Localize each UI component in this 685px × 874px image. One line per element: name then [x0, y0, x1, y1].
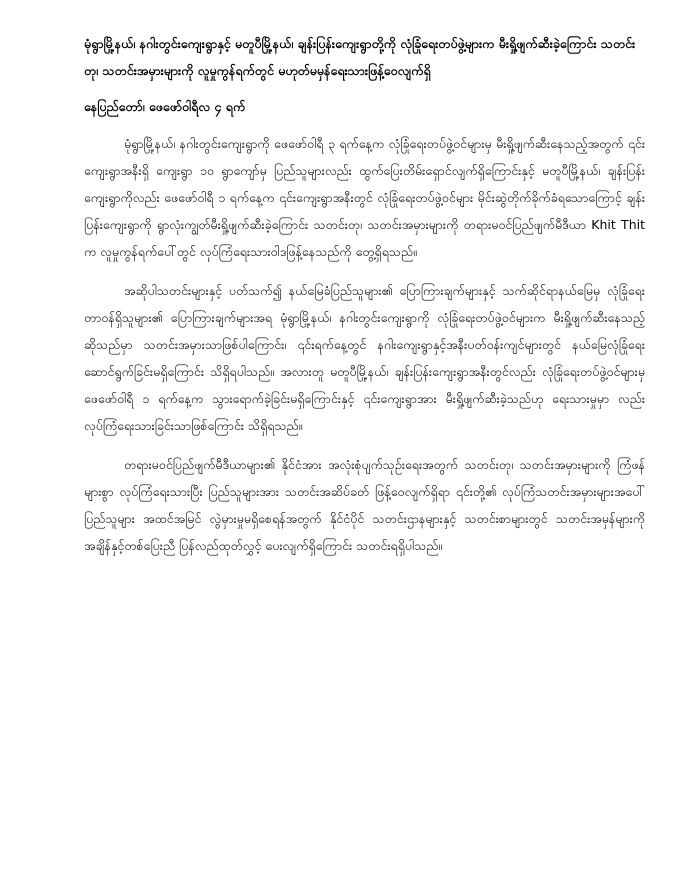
article-paragraph-3: တရားမဝင်ပြည်ဖျက်မီဒီယာများ၏ နိုင်ငံအား အလုံးစုံပျက်သုဉ်းရေးအတွက် သတင်းတု၊ သတင်းအမှားများကို ကြံဖန်များစွာ လုပ်ကြံရေးသားပြီး ပြည်သူများအား သတင်းအဆိပ်ခတ် ဖြန့်ဝေလျက်ရှိရာ ၎င်းတို့၏ လုပ်ကြံသတင်းအမှားများအပေါ် ပြည်သူများ အထင်အမြင် လွဲမှားမှုမရှိစေရန်အတွက် နိုင်ငံပိုင် သတင်းဌာနများနှင့် သတင်းစာများတွင် သတင်းအမှန်များကို အချိန်နှင့်တစ်ပြေးညီ ပြန်လည်ထုတ်လွှင့် ပေးလျက်ရှိကြောင်း သတင်းရရှိပါသည်။: [84, 457, 645, 553]
article-paragraph-1: မုံရွာမြို့နယ်၊ နဂါးတွင်းကျေးရွာကို ဖေဖော်ဝါရီ ၃ ရက်နေ့က လုံခြုံရေးတပ်ဖွဲ့ဝင်များမှ မီးရှို့ဖျက်ဆီးနေသည့်အတွက် ၎င်းကျေးရွာအနီးရှိ ကျေးရွာ ၁၀ ရွာကျော်မှ ပြည်သူများလည်း ထွက်ပြေးတိမ်းရှောင်လျက်ရှိကြောင်းနှင့် မတူပီမြို့နယ်၊ ချန်းပြန်းကျေးရွာကိုလည်း ဖေဖော်ဝါရီ ၁ ရက်နေ့က ၎င်းကျေးရွာအနီးတွင် လုံခြုံရေးတပ်ဖွဲ့ဝင်များ မိုင်းဆွဲတိုက်ခိုက်ခံရသောကြောင့် ချန်းပြန်းကျေးရွာကို ရွာလုံးကျွတ်မီးရှို့ဖျက်ဆီးခဲ့ကြောင်း သတင်းတု၊ သတင်းအမှားများကို တရားမဝင်ပြည်ဖျက်မီဒီယာ Khit Thit က လူမှုကွန်ရက်ပေါ်တွင် လုပ်ကြံရေးသားဝါဒဖြန့်နေသည်ကို တွေ့ရှိရသည်။: [84, 136, 645, 259]
article-headline: မုံရွာမြို့နယ်၊ နဂါးတွင်းကျေးရွာနှင့် မတူပီမြို့နယ်၊ ချန်းပြန်းကျေးရွာတို့ကို လုံခြုံရေးတပ်ဖွဲ့များက မီးရှို့ဖျက်ဆီးခဲ့ကြောင်း သတင်းတု၊ သတင်းအမှားများကို လူမှုကွန်ရက်တွင် မဟုတ်မမှန်ရေးသားဖြန့်ဝေလျက်ရှိ: [84, 36, 636, 78]
article-dateline: နေပြည်တော်၊ ဖေဖော်ဝါရီလ ၄ ရက်: [84, 99, 246, 114]
article-paragraph-2: အဆိုပါသတင်းများနှင့် ပတ်သက်၍ နယ်မြေခံပြည်သူများ၏ ပြောကြားချက်များနှင့် သက်ဆိုင်ရာနယ်မြေမှ လုံခြုံရေးတာဝန်ရှိသူများ၏ ပြောကြားချက်များအရ မုံရွာမြို့နယ်၊ နဂါးတွင်းကျေးရွာကို လုံခြုံရေးတပ်ဖွဲ့ဝင်များက မီးရှို့ဖျက်ဆီးနေသည့် ဆိုသည်မှာ သတင်းအမှားသာဖြစ်ပါကြောင်း၊ ၎င်းရက်နေ့တွင် နဂါးကျေးရွာနှင့်အနီးပတ်ဝန်းကျင်များတွင် နယ်မြေလုံခြုံရေးဆောင်ရွက်ခြင်းမရှိကြောင်း သိရှိရပါသည်။ အလားတူ မတူပီမြို့နယ်၊ ချန်းပြန်းကျေးရွာအနီးတွင်လည်း လုံခြုံရေးတပ်ဖွဲ့ဝင်များမှ ဖေဖော်ဝါရီ ၁ ရက်နေ့က သွားရောက်ခဲ့ခြင်းမရှိကြောင်းနှင့် ၎င်းကျေးရွာအား မီးရှို့ဖျက်ဆီးခဲ့သည်ဟု ရေးသားမှုမှာ လည်း လုပ်ကြံရေးသားခြင်းသာဖြစ်ကြောင်း သိရှိရသည်။: [84, 283, 645, 433]
